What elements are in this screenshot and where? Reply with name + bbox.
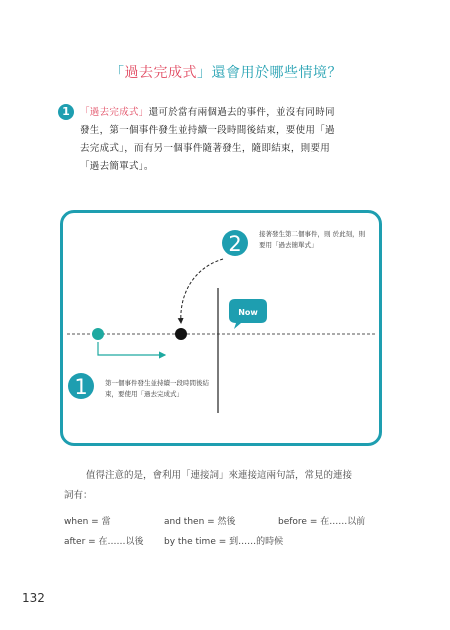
badge-2-number: 2 xyxy=(228,232,242,256)
second-event-note: 接著發生第二個事件，則 於此刻，則要用「過去簡單式」 xyxy=(259,230,366,249)
section-number-badge: 1 xyxy=(58,104,74,120)
conjunction-and-then: and then = 然後 xyxy=(164,517,236,527)
conjunction-before: before = 在……以前 xyxy=(278,517,366,527)
second-event-arrow xyxy=(181,259,223,323)
intro-block xyxy=(58,104,388,176)
intro-line-2: 發生，第一個事件發生並持續一段時間後結束，要使用「過 xyxy=(80,125,335,136)
title-bracket: 「 xyxy=(110,65,125,81)
conjunction-list xyxy=(64,512,384,552)
conjunction-row-2 xyxy=(64,532,384,552)
conjunction-after: after = 在……以後 xyxy=(64,537,144,547)
intro-line-4: 「過去簡單式」。 xyxy=(80,161,154,172)
timeline-diagram xyxy=(60,210,382,446)
intro-line-1-rest: 還可於當有兩個過去的事件，並沒有同時同 xyxy=(148,107,335,118)
badge-1-number: 1 xyxy=(74,375,88,399)
second-event-dot xyxy=(175,328,187,340)
conjunction-row-1 xyxy=(64,512,384,532)
intro-line-3: 去完成式」，而有另一個事件隨著發生，隨即結束，則要用 xyxy=(80,143,331,154)
duration-arrow xyxy=(98,342,165,355)
explanation-paragraph xyxy=(64,466,384,506)
title-highlight: 過去完成式 xyxy=(124,65,197,81)
first-event-dot xyxy=(92,328,104,340)
title-rest: 」還會用於哪些情境？ xyxy=(197,65,342,81)
conjunction-when: when = 當 xyxy=(64,517,111,527)
intro-line-1 xyxy=(80,104,388,122)
conjunction-by-the-time: by the time = 到……的時候 xyxy=(164,537,284,547)
explanation-line-1: 值得注意的是，會利用「連接詞」來連接這兩句話，常見的連接 xyxy=(86,470,353,481)
now-label: Now xyxy=(238,308,258,317)
page-number: 132 xyxy=(22,591,45,605)
explanation-line-2: 詞有： xyxy=(64,490,93,501)
intro-highlight: 「過去完成式」 xyxy=(80,107,149,118)
page-title xyxy=(56,62,396,82)
first-event-note: 第一個事件發生並持續一段時間後結束，要使用「過去完成式」 xyxy=(105,379,209,398)
